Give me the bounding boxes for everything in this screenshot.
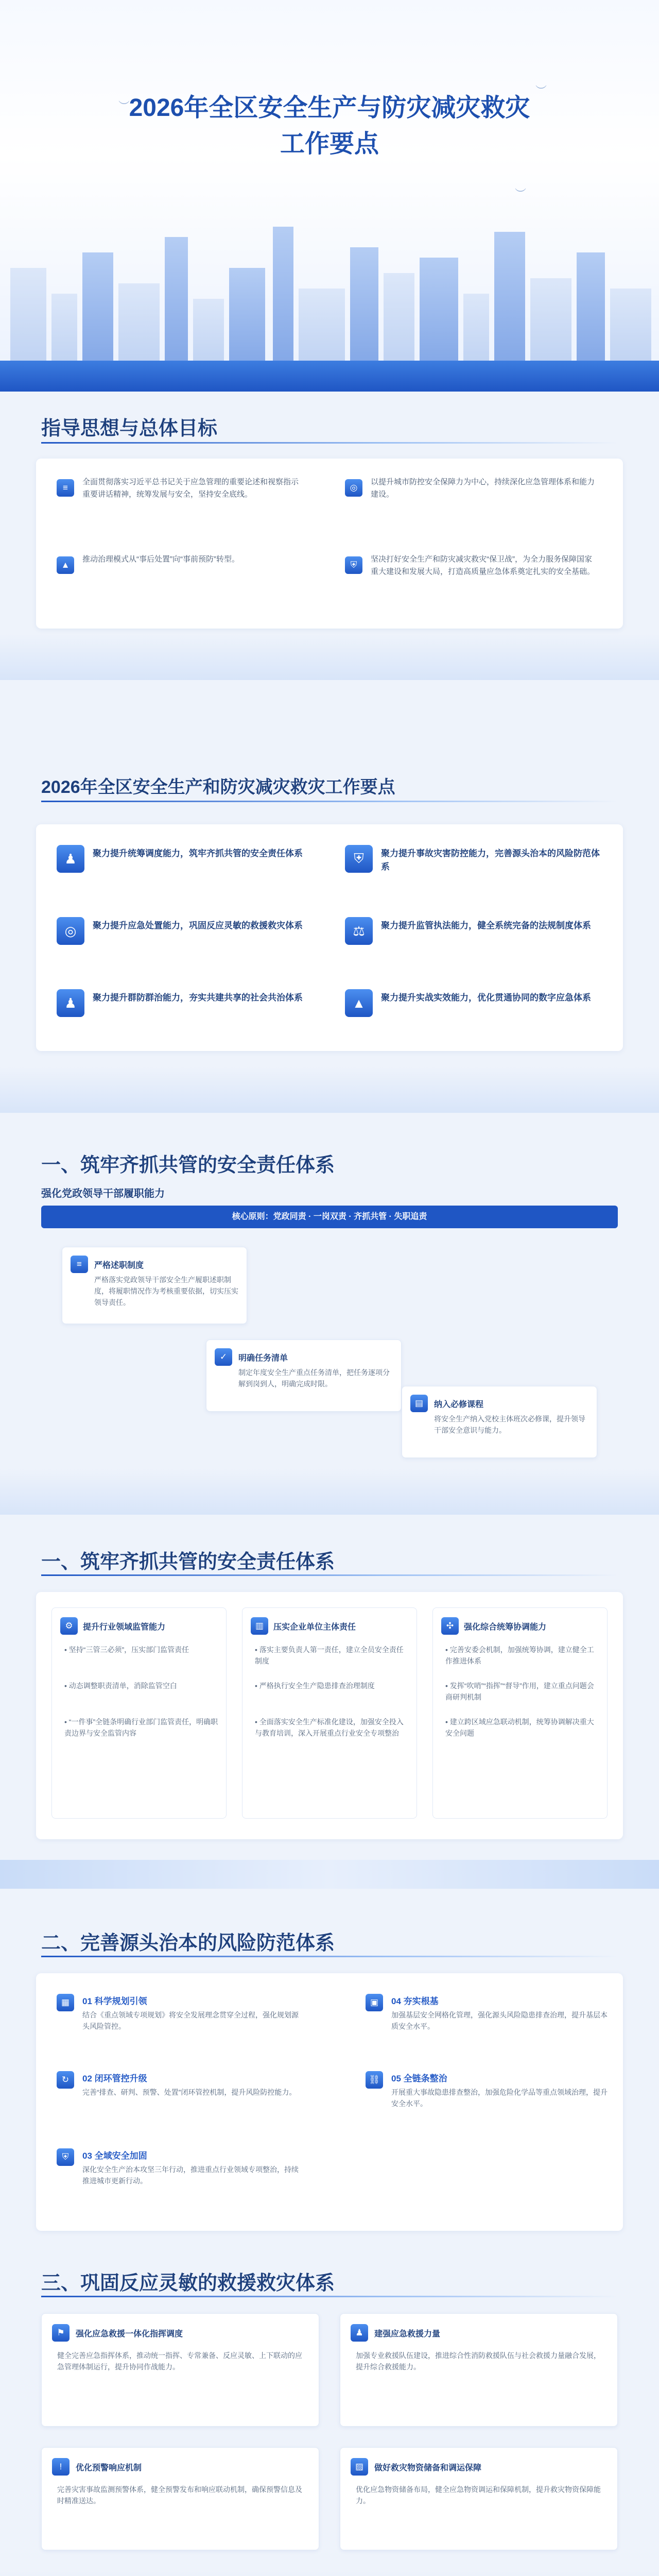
card-bullet: • “一件事”全链条明确行业部门监管责任，明确职责边界与安全监管内容 bbox=[64, 1718, 218, 1737]
s2-panel bbox=[36, 1592, 623, 1839]
decorative-band bbox=[0, 2571, 659, 2576]
section-rescue bbox=[0, 2262, 659, 2576]
keypoint-1: 聚力提升统筹调度能力，筑牢齐抓共管的安全责任体系 bbox=[93, 849, 303, 858]
item-text: 加强基层安全网格化管理，强化源头风险隐患排查治理，提升基层本质安全水平。 bbox=[391, 2011, 608, 2030]
decorative-band bbox=[0, 1066, 659, 1113]
keypoint-4: 聚力提升监管执法能力，健全系统完备的法规制度体系 bbox=[381, 921, 591, 930]
section-title: 指导思想与总体目标 bbox=[41, 418, 218, 439]
gavel-icon: ⚖ bbox=[345, 917, 373, 945]
chart-icon: ▲ bbox=[57, 556, 74, 574]
decorative-band bbox=[0, 634, 659, 680]
section-title: 一、筑牢齐抓共管的安全责任体系 bbox=[41, 1155, 335, 1176]
item-title: 04 夯实根基 bbox=[391, 1996, 439, 2006]
network-icon: ✣ bbox=[441, 1617, 459, 1635]
card-title: 纳入必修课程 bbox=[434, 1400, 484, 1409]
item-title: 05 全链条整治 bbox=[391, 2074, 447, 2083]
hero-base-band bbox=[0, 361, 659, 392]
card-bullet: • 严格执行安全生产隐患排查治理制度 bbox=[255, 1682, 375, 1690]
section-responsibility-a bbox=[0, 1144, 659, 1515]
card-title: 严格述职制度 bbox=[94, 1261, 144, 1270]
book-icon: ▤ bbox=[410, 1395, 428, 1412]
command-icon: ⚑ bbox=[52, 2324, 70, 2342]
building-icon: ▥ bbox=[251, 1617, 268, 1635]
card-title: 压实企业单位主体责任 bbox=[273, 1623, 356, 1632]
card-coordination bbox=[432, 1607, 608, 1819]
gear-icon: ⚙ bbox=[60, 1617, 78, 1635]
section-responsibility-b bbox=[0, 1540, 659, 1917]
people-icon: ♟ bbox=[57, 989, 84, 1017]
guiding-item-3: 推动治理模式从“事后处置”向“事前预防”转型。 bbox=[82, 555, 239, 564]
card-text: 优化应急物资储备布局，健全应急物资调运和保障机制，提升救灾物资保障能力。 bbox=[356, 2485, 601, 2505]
section-title: 二、完善源头治本的风险防范体系 bbox=[41, 1933, 335, 1954]
box-icon: ▨ bbox=[351, 2458, 368, 2476]
foundation-icon: ▣ bbox=[366, 1994, 383, 2011]
section-subtitle: 强化党政领导干部履职能力 bbox=[41, 1188, 165, 1199]
card-text: 制定年度安全生产重点任务清单，把任务逐项分解到岗到人，明确完成时限。 bbox=[238, 1368, 390, 1388]
keypoint-3: 聚力提升应急处置能力，巩固反应灵敏的救援救灾体系 bbox=[93, 921, 303, 930]
guiding-item-1: 全面贯彻落实习近平总书记关于应急管理的重要论述和视察指示重要讲话精神，统筹发展与安全，坚持安全底线。 bbox=[82, 478, 299, 499]
card-bullet: • 坚持“三管三必须”，压实部门监管责任 bbox=[64, 1646, 189, 1654]
chain-icon: ⛓ bbox=[366, 2071, 383, 2089]
loop-icon: ↻ bbox=[57, 2071, 74, 2089]
card-text: 将安全生产纳入党校主体班次必修课，提升领导干部安全意识与能力。 bbox=[434, 1415, 585, 1434]
card-warning bbox=[41, 2447, 319, 2550]
section-guiding bbox=[0, 402, 659, 690]
keypoint-2: 聚力提升事故灾害防控能力，完善源头治本的风险防范体系 bbox=[381, 849, 600, 872]
decorative-band bbox=[0, 1468, 659, 1515]
item-text: 完善“排查、研判、预警、处置”闭环管控机制，提升风险防控能力。 bbox=[82, 2088, 297, 2096]
guiding-item-2: 以提升城市防控安全保障力为中心，持续深化应急管理体系和能力建设。 bbox=[371, 478, 595, 499]
plan-icon: ▦ bbox=[57, 1994, 74, 2011]
alert-icon: ! bbox=[52, 2458, 70, 2476]
bird-icon: ︶ bbox=[535, 84, 547, 97]
card-task-list bbox=[206, 1340, 402, 1412]
card-title: 建强应急救援力量 bbox=[374, 2330, 441, 2338]
card-title: 提升行业领域监管能力 bbox=[83, 1623, 166, 1632]
checklist-icon: ✓ bbox=[215, 1348, 232, 1366]
item-text: 结合《重点领域专项规划》将安全发展理念贯穿全过程，强化规划源头风险管控。 bbox=[82, 2011, 299, 2030]
s3-panel bbox=[36, 1973, 623, 2231]
guiding-item-4: 坚决打好安全生产和防灾减灾救灾“保卫战”，为全力服务保障国家重大建设和发展大局，打造高质量应急体系奠定扎实的安全基础。 bbox=[371, 555, 595, 576]
card-title: 强化综合统筹协调能力 bbox=[464, 1623, 547, 1632]
card-bullet: • 动态调整职责清单，消除监管空白 bbox=[64, 1682, 177, 1690]
card-industry-supervision bbox=[51, 1607, 227, 1819]
card-title: 明确任务清单 bbox=[238, 1354, 288, 1363]
document-icon: ≡ bbox=[71, 1256, 88, 1273]
card-text: 健全完善应急指挥体系，推动统一指挥、专常兼备、反应灵敏、上下联动的应急管理体制运行，提升协同作战能力。 bbox=[57, 2351, 302, 2371]
people-icon: ♟ bbox=[351, 2324, 368, 2342]
card-supplies bbox=[340, 2447, 618, 2550]
keypoint-5: 聚力提升群防群治能力，夯实共建共享的社会共治体系 bbox=[93, 993, 303, 1003]
keypoint-6: 聚力提升实战实效能力，优化贯通协同的数字应急体系 bbox=[381, 993, 591, 1003]
shield-icon: ⛨ bbox=[345, 556, 362, 574]
item-text: 开展重大事故隐患排查整治，加强危险化学品等重点领域治理，提升安全水平。 bbox=[391, 2088, 608, 2108]
divider bbox=[41, 801, 618, 802]
card-bullet: • 发挥“吹哨”“指挥”“督导”作用，建立重点问题会商研判机制 bbox=[445, 1682, 594, 1701]
card-text: 加强专业救援队伍建设，推进综合性消防救援队伍与社会救援力量融合发展，提升综合救援能力。 bbox=[356, 2351, 601, 2371]
guiding-panel bbox=[36, 459, 623, 629]
shield-icon: ⛨ bbox=[345, 845, 373, 873]
divider bbox=[41, 442, 618, 444]
divider bbox=[41, 2296, 618, 2297]
card-title: 强化应急救援一体化指挥调度 bbox=[76, 2330, 183, 2338]
section-title: 一、筑牢齐抓共管的安全责任体系 bbox=[41, 1551, 335, 1573]
target-icon: ◎ bbox=[345, 479, 362, 497]
item-text: 深化安全生产治本攻坚三年行动，推进重点行业领域专项整治，持续推进城市更新行动。 bbox=[82, 2165, 299, 2185]
divider bbox=[41, 1574, 618, 1576]
bird-icon: ︶ bbox=[118, 100, 130, 113]
card-title: 做好救灾物资储备和调运保障 bbox=[374, 2464, 482, 2472]
section-risk-prevention bbox=[0, 1917, 659, 2267]
target-icon: ◎ bbox=[57, 917, 84, 945]
bird-icon: ︶ bbox=[515, 188, 527, 200]
card-report bbox=[62, 1247, 247, 1324]
card-text: 完善灾害事故监测预警体系，健全预警发布和响应联动机制，确保预警信息及时精准送达。 bbox=[57, 2485, 302, 2505]
people-icon: ♟ bbox=[57, 845, 84, 873]
item-title: 01 科学规划引领 bbox=[82, 1996, 147, 2006]
hero-banner bbox=[0, 0, 659, 392]
keypoints-panel bbox=[36, 824, 623, 1051]
decorative-band bbox=[0, 1860, 659, 1889]
divider bbox=[41, 1956, 618, 1957]
card-text: 严格落实党政领导干部安全生产履职述职制度，将履职情况作为考核重要依据，切实压实领导责任。 bbox=[94, 1276, 238, 1307]
item-title: 02 闭环管控升级 bbox=[82, 2074, 147, 2083]
shield-icon: ⛨ bbox=[57, 2148, 74, 2166]
card-enterprise-responsibility bbox=[242, 1607, 417, 1819]
section-keypoints bbox=[0, 752, 659, 1123]
section-title: 三、巩固反应灵敏的救援救灾体系 bbox=[41, 2273, 335, 2294]
card-force bbox=[340, 2313, 618, 2427]
item-title: 03 全域安全加固 bbox=[82, 2151, 147, 2161]
card-course bbox=[402, 1386, 597, 1458]
card-bullet: • 建立跨区域应急联动机制，统筹协调解决重大安全问题 bbox=[445, 1718, 594, 1737]
principle-banner: 核心原则：党政同责 · 一岗双责 · 齐抓共管 · 失职追责 bbox=[41, 1206, 618, 1228]
chart-icon: ▲ bbox=[345, 989, 373, 1017]
city-skyline-illustration bbox=[0, 216, 659, 371]
page-title: 2026年全区安全生产与防灾减灾救灾 工作要点 bbox=[129, 94, 530, 158]
document-icon: ≡ bbox=[57, 479, 74, 497]
section-title: 2026年全区安全生产和防灾减灾救灾工作要点 bbox=[41, 777, 395, 797]
card-title: 优化预警响应机制 bbox=[76, 2464, 142, 2472]
card-bullet: • 完善安委会机制，加强统筹协调，建立健全工作推进体系 bbox=[445, 1646, 594, 1665]
card-command bbox=[41, 2313, 319, 2427]
card-bullet: • 全面落实安全生产标准化建设，加强安全投入与教育培训，深入开展重点行业安全专项整治 bbox=[255, 1718, 404, 1737]
card-bullet: • 落实主要负责人第一责任，建立全员安全责任制度 bbox=[255, 1646, 404, 1665]
